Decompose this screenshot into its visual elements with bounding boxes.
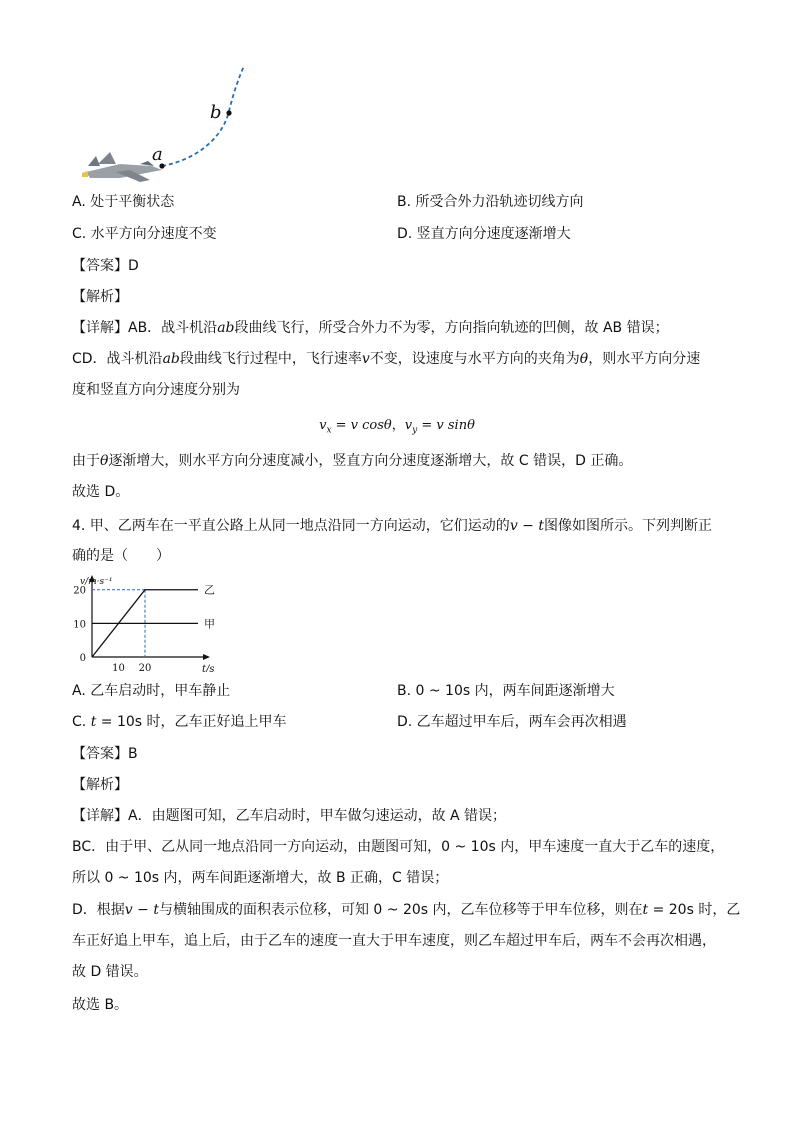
trajectory-curve	[162, 66, 244, 166]
q4-detail-d-3: 故 D 错误。	[72, 964, 148, 980]
point-a-label: a	[152, 144, 163, 165]
point-b-dot	[226, 110, 231, 115]
q3-conclusion: 故选 D。	[72, 484, 130, 500]
velocity-component-formula: $v_x = v$ cosθ，$v_y = v$ sinθ	[319, 418, 475, 436]
series-label-1: 乙	[204, 583, 215, 597]
x-tick-label: 10	[112, 663, 125, 672]
q4-option-a: A. 乙车启动时，甲车静止	[72, 683, 231, 699]
q3-detail-cd-1: CD．战斗机沿ab段曲线飞行过程中，飞行速率v不变，设速度与水平方向的夹角为θ，则水平方向分速	[72, 351, 701, 367]
q4-analysis-heading: 【解析】	[72, 777, 128, 793]
q3-detail-cd-3: 由于θ逐渐增大，则水平方向分速度减小，竖直方向分速度逐渐增大，故 C 错误，D 正确。	[72, 453, 633, 469]
v-t-chart	[68, 572, 218, 672]
q3-option-b: B. 所受合外力沿轨迹切线方向	[397, 194, 584, 210]
q4-conclusion: 故选 B。	[72, 997, 129, 1013]
q3-detail-ab: 【详解】AB．战斗机沿ab段曲线飞行，所受合外力不为零，方向指向轨迹的凹侧，故 AB 错误；	[72, 320, 669, 336]
x-tick-label: 20	[138, 663, 152, 672]
q4-detail-d-1: D．根据v − t与横轴围成的面积表示位移，可知 0 ~ 20s 内，乙车位移等于甲车位移，则在t = 20s 时，乙	[72, 902, 741, 918]
x-axis-label: t/s	[202, 664, 215, 672]
q3-analysis-heading: 【解析】	[72, 289, 128, 305]
q4-detail-bc-1: BC．由于甲、乙从同一地点沿同一方向运动，由题图可知，0 ~ 10s 内，甲车速度一直大于乙车的速度，	[72, 839, 725, 855]
fighter-jet-icon	[82, 152, 162, 182]
y-axis-label: v/m·s⁻¹	[80, 577, 113, 587]
q4-option-b: B. 0 ~ 10s 内，两车间距逐渐增大	[397, 683, 615, 699]
point-b-label: b	[210, 102, 222, 123]
q4-option-c: C. t = 10s 时，乙车正好追上甲车	[72, 714, 287, 730]
q3-option-a: A. 处于平衡状态	[72, 194, 175, 210]
series-label-0: 甲	[204, 617, 215, 631]
y-tick-label: 20	[73, 585, 86, 597]
q3-option-d: D. 竖直方向分速度逐渐增大	[397, 226, 571, 242]
q4-detail-a: 【详解】A．由题图可知，乙车启动时，甲车做匀速运动，故 A 错误；	[72, 808, 507, 824]
q4-stem-line-1: 4. 甲、乙两车在一平直公路上从同一地点沿同一方向运动，它们运动的v − t图像如图所示。下列判断正	[72, 518, 712, 534]
q3-answer: 【答案】D	[72, 258, 139, 274]
q4-answer: 【答案】B	[72, 746, 138, 762]
q4-stem-line-2: 确的是（ ）	[72, 548, 170, 564]
q4-detail-bc-2: 所以 0 ~ 10s 内，两车间距逐渐增大，故 B 正确，C 错误；	[72, 870, 449, 886]
y-tick-label: 10	[73, 619, 86, 631]
y-tick-label: 0	[79, 653, 86, 664]
x-axis-arrow	[203, 654, 210, 660]
q4-option-d: D. 乙车超过甲车后，两车会再次相遇	[397, 714, 627, 730]
q4-detail-d-2: 车正好追上甲车，追上后，由于乙车的速度一直大于甲车速度，则乙车超过甲车后，两车不会再次相遇，	[72, 933, 716, 949]
jet-trajectory-figure	[80, 60, 260, 185]
q3-detail-cd-2: 度和竖直方向分速度分别为	[72, 382, 240, 398]
q3-option-c: C. 水平方向分速度不变	[72, 226, 217, 242]
